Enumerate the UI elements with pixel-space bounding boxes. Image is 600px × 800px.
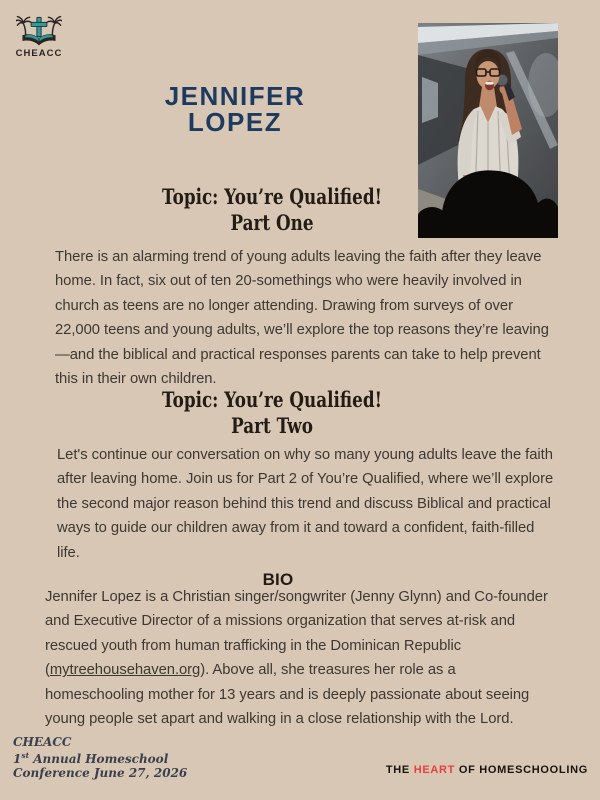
- session-1-part: Part One: [230, 210, 314, 235]
- logo-org-name: CHEACC: [15, 48, 63, 59]
- bio-paragraph: [45, 585, 557, 731]
- palm-cross-book-icon: [16, 12, 62, 47]
- edition-number: 1: [13, 752, 22, 766]
- speaker-first-name: JENNIFER: [164, 81, 306, 111]
- footer-edition-line: [13, 749, 187, 766]
- tagline-heart: HEART: [413, 764, 456, 776]
- speaker-last-name: LOPEZ: [187, 107, 283, 137]
- footer-org-name: CHEACC: [13, 735, 72, 749]
- session-2-title: Topic: You’re Qualified!: [162, 387, 382, 412]
- footer-date-line: Conference June 27, 2026: [13, 766, 188, 780]
- tagline-rest: OF HOMESCHOOLING: [455, 764, 588, 776]
- edition-text: Annual Homeschool: [29, 752, 169, 766]
- session-1-description: There is an alarming trend of young adults leaving the faith after they leave home. In fact, six out of ten 20-somethings who were heavily involved in church as teens are no longer attending. Drawing from surveys of over 22,000 teens and young adults, we’ll explore the top reasons they’re leaving—and the biblical and practical responses parents can take to help prevent this in their own children.: [55, 249, 549, 388]
- session-1-title: Topic: You’re Qualified!: [162, 184, 382, 209]
- session-2-description: Let's continue our conversation on why so many young adults leave the faith after leaving home. Join us for Part 2 of You’re Qualified, where we’ll explore the second major reason behind this trend and discuss Biblical and practical ways to guide our children away from it and toward a confident, faith-filled life.: [57, 447, 554, 561]
- session-2-heading: [54, 387, 489, 439]
- heart-tagline: [386, 764, 588, 776]
- speaker-name: [0, 83, 470, 135]
- cheacc-logo: [15, 12, 63, 59]
- bio-heading: BIO: [262, 570, 294, 589]
- footer-conference-info: [13, 735, 187, 780]
- session-1-heading: [54, 184, 489, 236]
- ordinal-suffix: st: [21, 751, 30, 760]
- bio-text-after-link: ). Above all, she treasures her role as a homeschooling mother for 13 years and is deeply passionate about seeing young people set apart and walking in a close relationship with the Lord.: [45, 662, 530, 728]
- website-link[interactable]: mytreehousehaven.org: [49, 662, 201, 679]
- tagline-the: THE: [385, 764, 414, 776]
- session-2-part: Part Two: [231, 413, 313, 438]
- bio-text-before-link: Jennifer Lopez is a Christian singer/songwriter (Jenny Glynn) and Co-founder and Executive Director of a missions organization that serves at-risk and rescued youth from human trafficking in the Dominican Republic (: [45, 589, 548, 679]
